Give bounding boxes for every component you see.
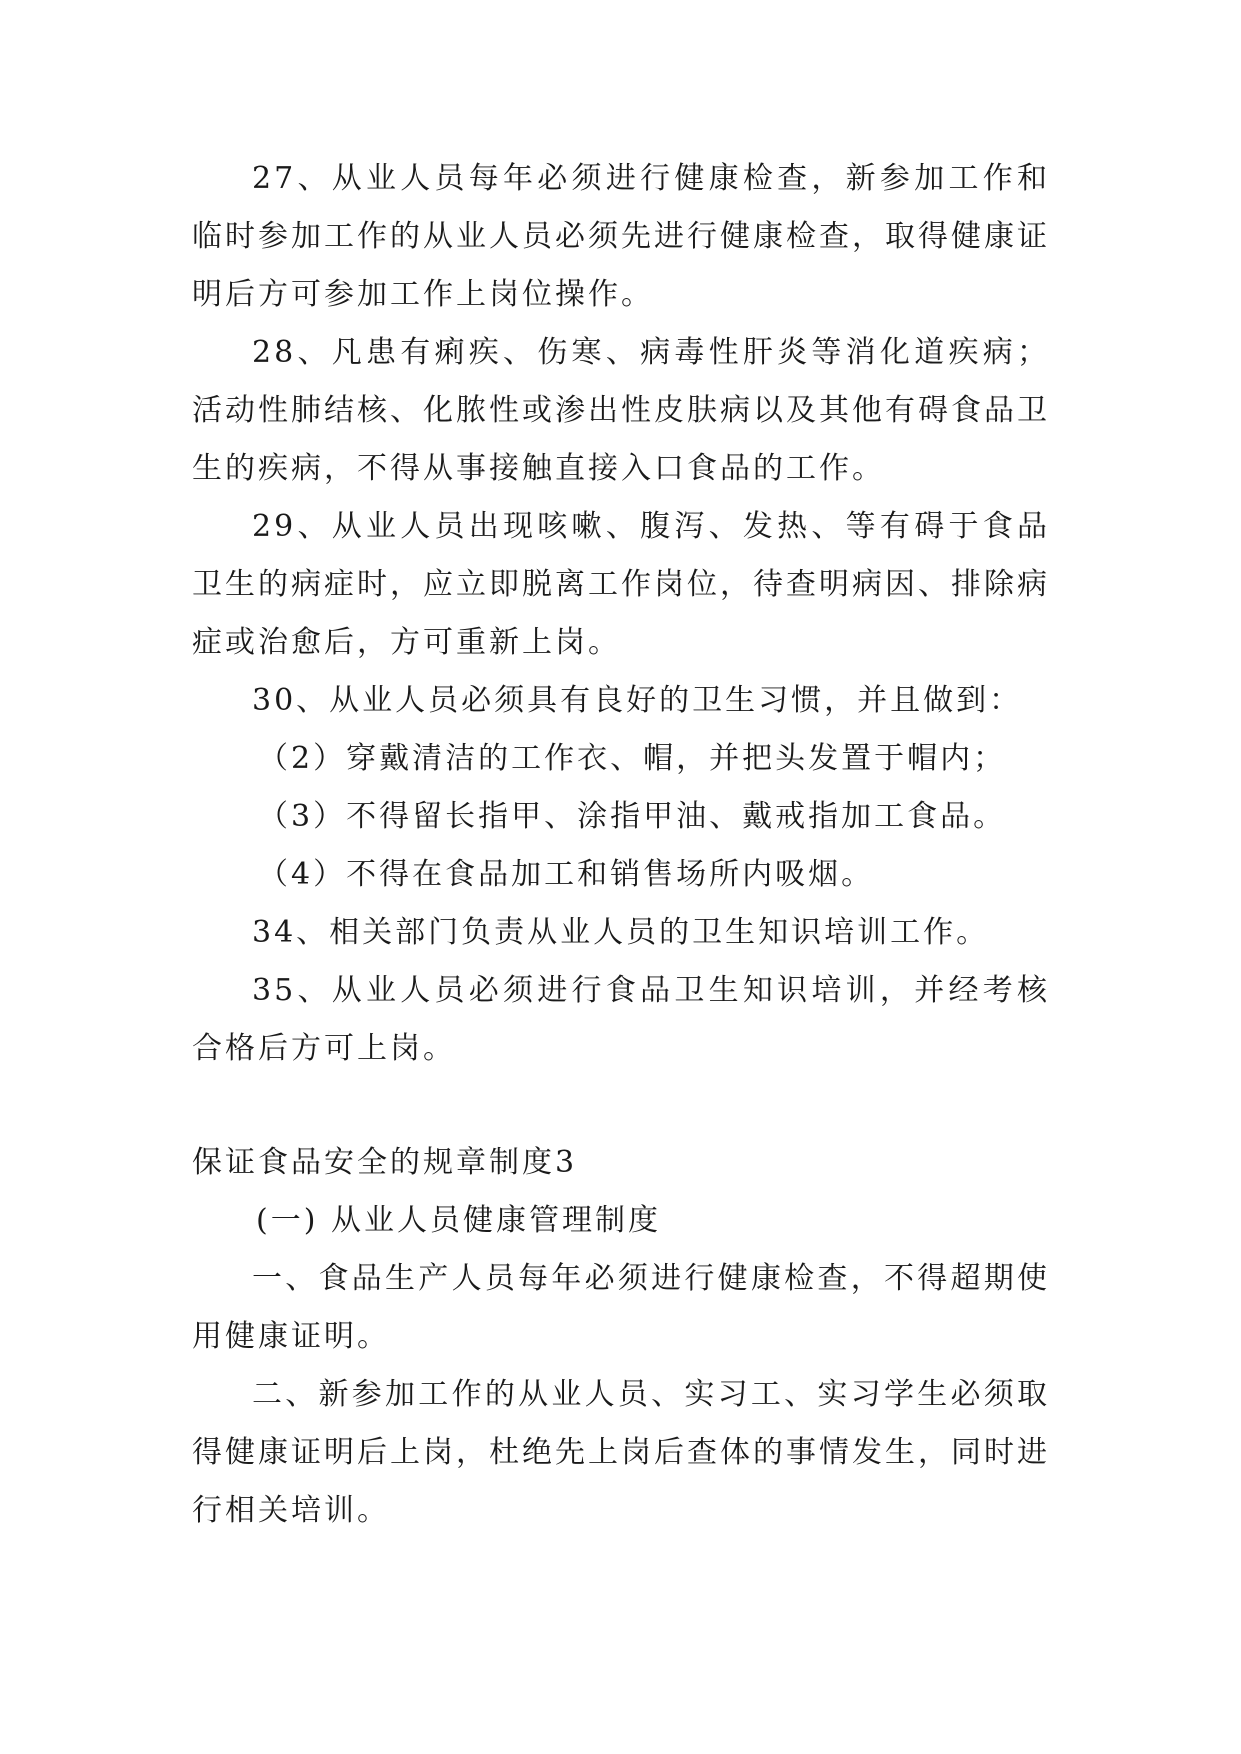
- paragraph-34: 34、相关部门负责从业人员的卫生知识培训工作。: [252, 915, 990, 950]
- paragraph-30-item: （4）不得在食品加工和销售场所内吸烟。: [258, 857, 875, 892]
- paragraph-27: 27、从业人员每年必须进行健康检查，新参加工作和临时参加工作的从业人员必须先进行健康检查，取得健康证明后方可参加工作上岗位操作。: [192, 161, 1050, 312]
- paragraph-35: 35、从业人员必须进行食品卫生知识培训，并经考核合格后方可上岗。: [192, 973, 1050, 1066]
- paragraph-30-item: （3）不得留长指甲、涂指甲油、戴戒指加工食品。: [258, 799, 1007, 834]
- paragraph-29: 29、从业人员出现咳嗽、腹泻、发热、等有碍于食品卫生的病症时，应立即脱离工作岗位，待查明病因、排除病症或治愈后，方可重新上岗。: [192, 509, 1050, 660]
- paragraph-rule-2: 二、新参加工作的从业人员、实习工、实习学生必须取得健康证明后上岗，杜绝先上岗后查体的事情发生，同时进行相关培训。: [192, 1377, 1050, 1528]
- paragraph-28: 28、凡患有痢疾、伤寒、病毒性肝炎等消化道疾病；活动性肺结核、化脓性或渗出性皮肤病以及其他有碍食品卫生的疾病，不得从事接触直接入口食品的工作。: [192, 335, 1050, 486]
- paragraph-30-item: （2）穿戴清洁的工作衣、帽，并把头发置于帽内；: [258, 741, 1007, 776]
- paragraph-30: 30、从业人员必须具有良好的卫生习惯，并且做到：: [252, 683, 1023, 718]
- section-subtitle: (一) 从业人员健康管理制度: [256, 1203, 661, 1238]
- section-title: 保证食品安全的规章制度3: [192, 1145, 578, 1180]
- paragraph-rule-1: 一、食品生产人员每年必须进行健康检查，不得超期使用健康证明。: [192, 1261, 1050, 1354]
- document-page: [192, 150, 1050, 1540]
